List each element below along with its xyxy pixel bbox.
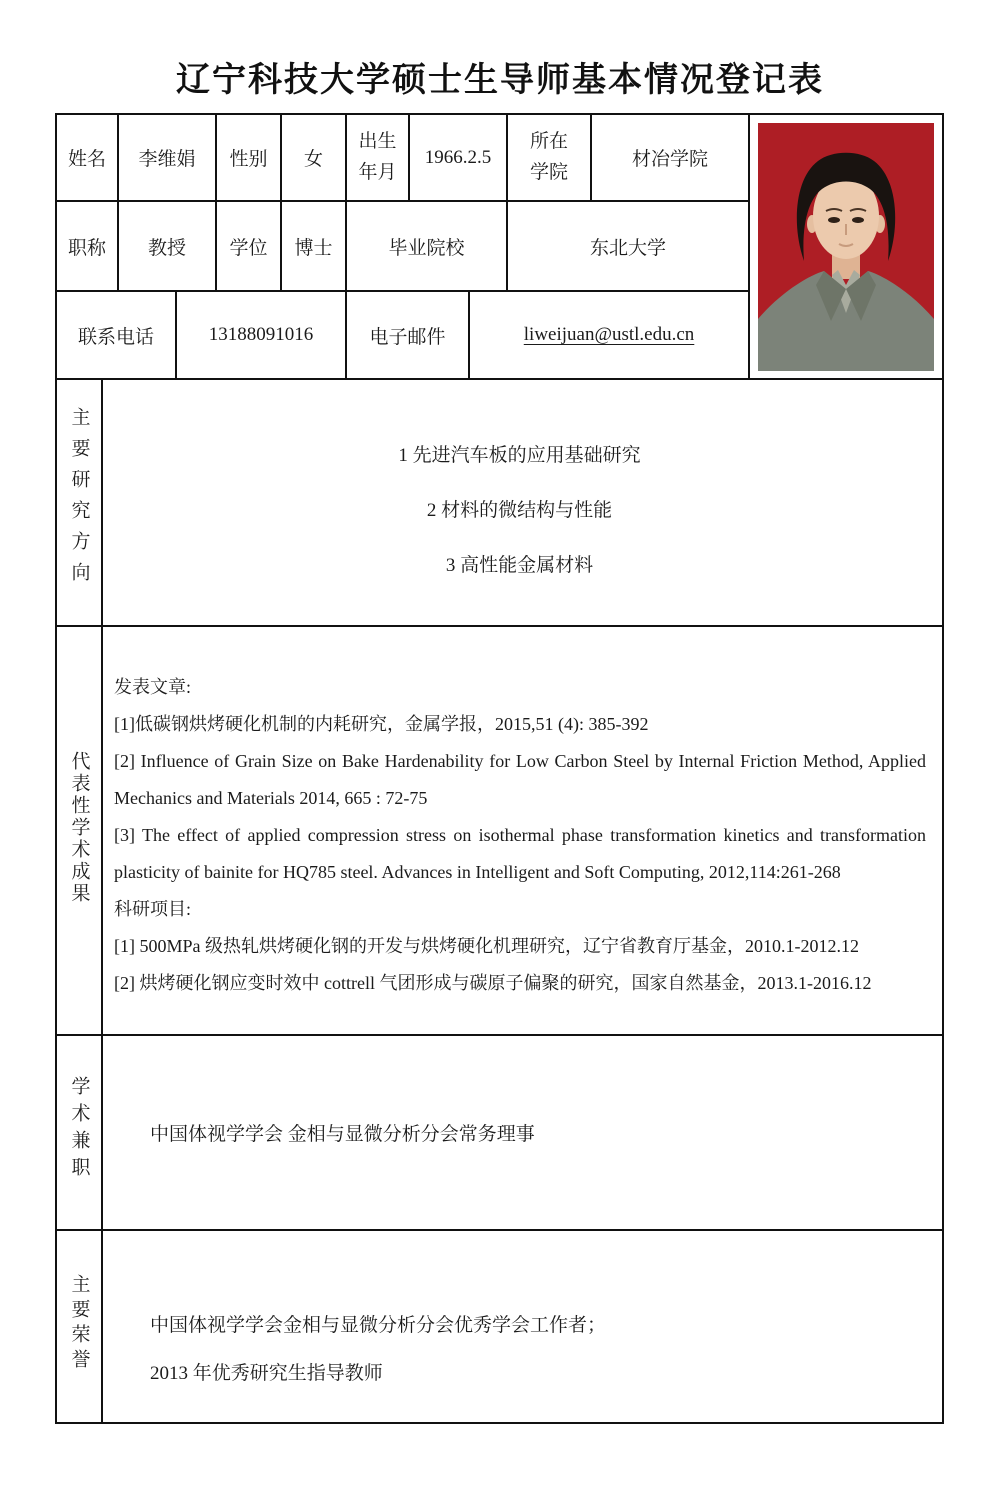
academic-positions-label [56,1035,102,1230]
registration-form-table [55,113,944,1424]
college-label [507,114,591,201]
email-label: 电子邮件 [346,291,469,379]
phone-value: 13188091016 [176,291,346,379]
row-achievements [56,626,943,1035]
achievements-content [102,626,943,1035]
row-academic-positions [56,1035,943,1230]
college-value: 材冶学院 [591,114,749,201]
research-directions-content [102,379,943,626]
projects-header: 科研项目: [114,898,192,919]
publication-2: [2] Influence of Grain Size on Bake Hardenability for Low Carbon Steel by Internal Friction Method, Applied Mechanics and Materials 2014, 665 : 72-75 [114,750,927,808]
row-honors [56,1230,943,1423]
graduate-school-value: 东北大学 [507,201,749,291]
birth-label [346,114,409,201]
research-directions-label [56,379,102,626]
publication-3: [3] The effect of applied compression stress on isothermal phase transformation kinetics and transformation plasticity of bainite for HQ785 steel. Advances in Intelligent and Soft Computing, 2012,114:261-268 [114,824,927,882]
row-research-directions [56,379,943,626]
page-title: 辽宁科技大学硕士生导师基本情况登记表 [176,62,824,99]
gender-value: 女 [281,114,346,201]
phone-label: 联系电话 [56,291,176,379]
research-item-3: 3 高性能金属材料 [445,555,594,576]
project-2: [2] 烘烤硬化钢应变时效中 cottrell 气团形成与碳原子偏聚的研究，国家自然基金，2013.1-2016.12 [114,972,872,993]
title-value: 教授 [118,201,216,291]
email-text: liweijuan@ustl.edu.cn [523,324,695,345]
publication-1: [1]低碳钢烘烤硬化机制的内耗研究，金属学报，2015,51 (4): 385-392 [114,713,649,734]
name-label: 姓名 [56,114,118,201]
achievements-label [56,626,102,1035]
degree-value: 博士 [281,201,346,291]
honor-item-2: 2013 年优秀研究生指导教师 [150,1362,383,1384]
achievements-label-text: 代表性学术成果 [68,750,90,905]
birth-label-text: 出生年月 [358,131,397,183]
honor-item-1: 中国体视学学会金相与显微分析分会优秀学会工作者； [150,1314,607,1336]
honors-content [102,1230,943,1423]
row-basic-1 [56,114,943,201]
gender-label: 性别 [216,114,281,201]
academic-positions-content [102,1035,943,1230]
birth-value: 1966.2.5 [409,114,507,201]
honors-label-text: 主要荣誉 [68,1273,90,1374]
academic-positions-text: 中国体视学学会 金相与显微分析分会常务理事 [150,1124,535,1145]
academic-positions-label-text: 学术兼职 [68,1075,90,1184]
title-label: 职称 [56,201,118,291]
portrait-photo-image [758,123,934,371]
research-directions-label-text: 主要研究方向 [68,406,90,593]
portrait-photo [749,114,943,379]
research-item-1: 1 先进汽车板的应用基础研究 [398,445,641,466]
honors-label [56,1230,102,1423]
email-value [469,291,749,379]
name-value: 李维娟 [118,114,216,201]
degree-label: 学位 [216,201,281,291]
college-label-text: 所在学院 [530,131,569,183]
research-item-2: 2 材料的微结构与性能 [426,500,613,521]
publications-header: 发表文章: [114,676,192,697]
project-1: [1] 500MPa 级热轧烘烤硬化钢的开发与烘烤硬化机理研究，辽宁省教育厅基金，2010.1-2012.12 [114,935,859,956]
graduate-school-label: 毕业院校 [346,201,507,291]
